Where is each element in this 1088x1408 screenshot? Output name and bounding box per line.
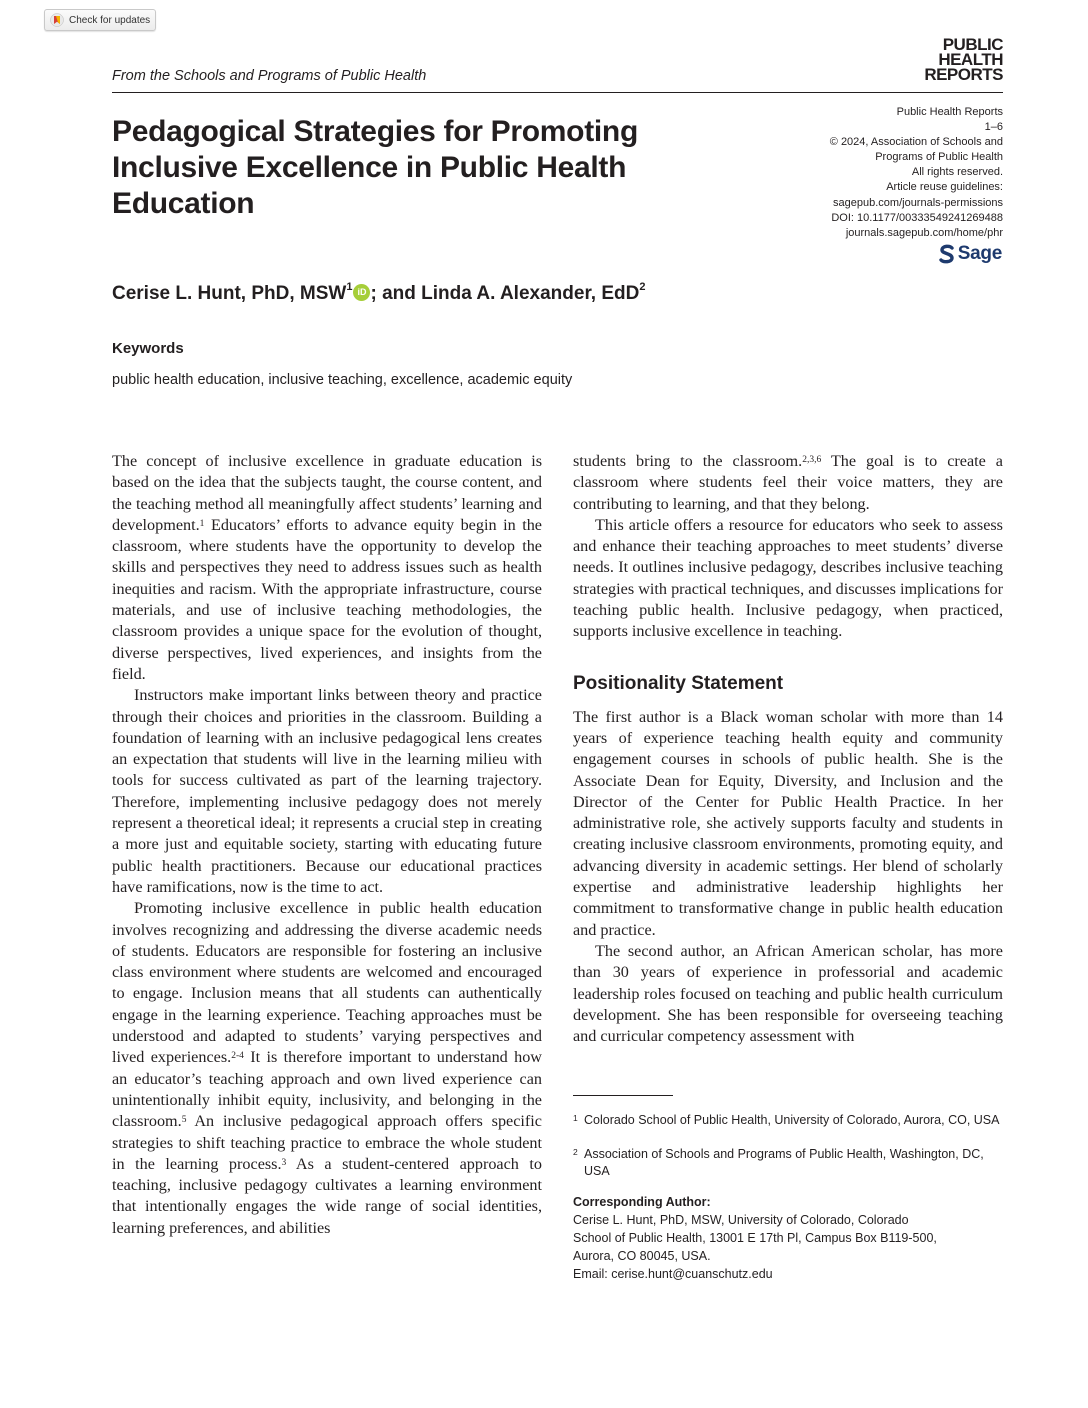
corresponding-author-email[interactable]: Email: cerise.hunt@cuanschutz.edu <box>573 1267 773 1281</box>
article-meta <box>763 105 1003 241</box>
section-header: From the Schools and Programs of Public Health <box>112 68 427 84</box>
corresponding-author <box>573 1193 1003 1283</box>
body-paragraph: The second author, an African American scholar, has more than 30 years of experience in professorial and academic leadership roles focused on teaching and public health curriculum development. She has been responsible for overseeing teaching and curricular competency assessment with <box>573 941 1003 1046</box>
keywords-list: public health education, inclusive teaching, excellence, academic equity <box>112 372 573 388</box>
check-for-updates-label: Check for updates <box>69 14 151 26</box>
corresponding-author-line: Cerise L. Hunt, PhD, MSW, University of Colorado, Colorado <box>573 1213 909 1227</box>
journal-logo-line: PUBLIC <box>942 35 1003 54</box>
corresponding-author-line: School of Public Health, 13001 E 17th Pl, Campus Box B119-500, <box>573 1231 937 1245</box>
citation-ref[interactable]: 2-4 <box>231 1051 244 1062</box>
journal-logo <box>913 37 1003 82</box>
article-title: Pedagogical Strategies for Promoting Inclusive Excellence in Public Health Education <box>112 115 638 220</box>
reuse-label: Article reuse guidelines: <box>886 181 1003 194</box>
footnote-number: 2 <box>573 1147 578 1157</box>
permissions-link[interactable]: sagepub.com/journals-permissions <box>833 196 1003 209</box>
journal-name: Public Health Reports <box>896 106 1003 118</box>
rights-line: All rights reserved. <box>911 166 1003 179</box>
paragraph-text: As a student-centered approach to teaching, inclusive pedagogy cultivates a learning environment that intentionally engages the wide range of social identities, learning preferences, and abilities <box>112 1154 542 1237</box>
header-divider <box>112 92 1003 93</box>
author-name: ; and Linda A. Alexander, EdD <box>370 283 640 304</box>
body-column-left <box>112 451 542 1239</box>
body-column-right <box>573 451 1003 1047</box>
affiliation-footnote <box>573 1112 1003 1129</box>
paragraph-text: It is therefore important to understand how an educator’s teaching approach and own lived experience can unintentionally inhibit equity, inclusivity, and belonging in the classroom. <box>112 1048 543 1131</box>
footnote-text: Association of Schools and Programs of Public Health, Washington, DC, USA <box>584 1147 984 1178</box>
body-paragraph <box>112 451 542 685</box>
sage-wordmark: Sage <box>957 243 1002 264</box>
copyright-line: © 2024, Association of Schools and <box>829 136 1003 149</box>
citation-ref[interactable]: 1 <box>199 518 205 529</box>
journal-home-link[interactable]: journals.sagepub.com/home/phr <box>845 226 1003 239</box>
body-paragraph <box>112 898 542 1239</box>
paragraph-text: Educators’ efforts to advance equity begin in the classroom, where students have the opportunity to develop the skills and perspectives they need to address issues such as health inequities and racism. With the appropriate infrastructure, course materials, and use of inclusive teaching methodologies, the classroom provides a unique space for the evolution of thought, diverse perspectives, lived experiences, and insights from the field. <box>112 515 542 683</box>
journal-logo-line: HEALTH <box>938 50 1003 69</box>
check-for-updates-button[interactable] <box>44 9 156 31</box>
body-paragraph: The first author is a Black woman scholar with more than 14 years of experience teaching health equity and community engagement courses in schools of public health. She is the Associate Dean for Equity, Diversity, and Inclusion and the Director of the Center for Public Health Practice. In her administrative role, she actively supports faculty and students in creating inclusive classroom environments, promoting equity, and advancing diversity in academic settings. Her blend of scholarly expertise and administrative leadership highlights her commitment to transformative change in public health education and practice. <box>573 707 1003 939</box>
affiliation-marker: 1 <box>346 281 353 293</box>
section-heading: Positionality Statement <box>573 672 784 694</box>
doi-link[interactable]: DOI: 10.1177/00333549241269488 <box>831 211 1003 224</box>
copyright-line: Programs of Public Health <box>875 151 1003 164</box>
affiliation-footnote <box>573 1146 1003 1180</box>
paragraph-text: Promoting inclusive excellence in public health education involves recognizing and addressing the diverse academic needs of students. Educators are responsible for fostering an inclusive class environment where students are welcomed and encouraged to engage. Inclusion means that all students can authentically engage in the learning experience. Teaching approaches must be understood and adapted to students’ varying perspectives and lived experiences. <box>112 899 542 1067</box>
affiliation-marker: 2 <box>639 281 646 293</box>
body-paragraph <box>573 451 1003 515</box>
corresponding-author-line: Aurora, CO 80045, USA. <box>573 1249 711 1263</box>
orcid-icon[interactable]: iD <box>353 284 370 301</box>
footnote-number: 1 <box>573 1113 578 1123</box>
page-range: 1–6 <box>984 121 1003 134</box>
citation-ref[interactable]: 2,3,6 <box>802 455 822 465</box>
footnote-divider <box>573 1095 673 1096</box>
journal-logo-line: REPORTS <box>924 65 1003 84</box>
author-line <box>112 283 645 305</box>
paragraph-text: An inclusive pedagogical approach offers specific strategies to shift teaching practice to embrace the whole student in the learning process. <box>112 1112 542 1173</box>
author-name: Cerise L. Hunt, PhD, MSW <box>112 283 347 304</box>
paragraph-text: The concept of inclusive excellence in graduate education is based on the idea that the subjects taught, the course content, and the teaching method all meaningfully affect students’ learning and development. <box>112 452 542 534</box>
body-paragraph: This article offers a resource for educators who seek to assess and enhance their teaching approaches to meet students’ diverse needs. It outlines inclusive pedagogy, describes inclusive teaching strategies with practical techniques, and discusses implications for teaching public health. Inclusive pedagogy, when practiced, supports inclusive excellence in teaching. <box>573 515 1003 641</box>
footnote-text: Colorado School of Public Health, University of Colorado, Aurora, CO, USA <box>584 1113 1000 1127</box>
sage-s-icon <box>939 244 955 264</box>
citation-ref[interactable]: 5 <box>181 1115 187 1126</box>
paragraph-text: students bring to the classroom. <box>573 452 803 470</box>
body-paragraph: Instructors make important links between theory and practice through their choices and priorities in the classroom. Building a foundation of learning with an inclusive pedagogical lens creates an expectation that students will live in the learning milieu with tools for success cultivated as part of the learning trajectory. Therefore, implementing inclusive pedagogy does not merely represent a theoretical ideal; it represents a crucial step in creating a more just and equitable society, starting with educating future public health practitioners. Because our educational practices have ramifications, now is the time to act. <box>112 686 542 896</box>
citation-ref[interactable]: 3 <box>281 1157 287 1168</box>
sage-logo <box>939 243 1002 265</box>
bookmark-update-icon <box>50 13 64 27</box>
corresponding-author-heading: Corresponding Author: <box>573 1195 711 1209</box>
paragraph-text: The goal is to create a classroom where students feel their voice matters, they are contributing to learning, and that they belong. <box>573 452 1003 513</box>
keywords-heading: Keywords <box>112 340 184 357</box>
